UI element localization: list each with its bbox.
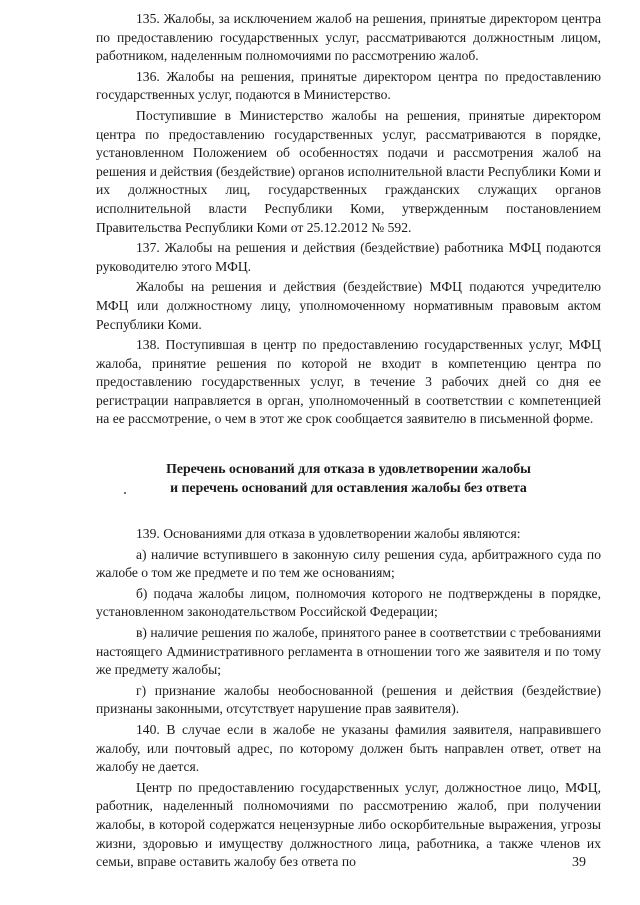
- page-number: 39: [572, 855, 586, 870]
- paragraph-139-item-a: а) наличие вступившего в законную силу решения суда, арбитражного суда по жалобе о том же предмете и по тем же основаниям;: [96, 546, 601, 581]
- paragraph-140: 140. В случае если в жалобе не указаны фамилия заявителя, направившего жалобу, или почтовый адрес, по которому должен быть направлен ответ, ответ на жалобу не дается.: [96, 722, 601, 775]
- paragraph-135: 135. Жалобы, за исключением жалоб на решения, принятые директором центра по предоставлению государственных услуг, рассматриваются должностным лицом, работником, наделенным полномочиями по рассмотрению жалоб.: [96, 11, 601, 64]
- scan-dot-mark: [124, 492, 126, 494]
- paragraph-138: 138. Поступившая в центр по предоставлению государственных услуг, МФЦ жалоба, принятие решения по которой не входит в компетенцию центра по предоставлению государственных услуг, в течение 3 рабочих дней со дня ее регистрации направляется в орган, уполномоченный в соответствии с компетенцией на ее рассмотрение, о чем в этот же срок сообщается заявителю в письменной форме.: [96, 337, 601, 427]
- section-heading: [96, 459, 601, 497]
- paragraph-136-detail: Поступившие в Министерство жалобы на решения, принятые директором центра по предоставлению государственных услуг, рассматриваются в порядке, установленном Положением об особенностях подачи и рассмотрения жалоб на решения и действия (бездействие) органов исполнительной власти Республики Коми и их должностных лиц, государственных гражданских служащих органов исполнительной власти Республики Коми, утвержденным постановлением Правительства Республики Коми от 25.12.2012 № 592.: [96, 107, 601, 235]
- section-heading-line-2: и перечень оснований для оставления жалобы без ответа: [170, 480, 527, 496]
- paragraph-140-detail: Центр по предоставлению государственных услуг, должностное лицо, МФЦ, работник, наделенный полномочиями по рассмотрению жалоб, при получении жалобы, в которой содержатся нецензурные либо оскорбительные выражения, угрозы жизни, здоровью и имуществу должностного лица, работника, а также членов их семьи, вправе оставить жалобу без ответа по: [96, 779, 601, 870]
- document-page: [96, 10, 601, 872]
- paragraph-139-item-g: г) признание жалобы необоснованной (решения и действия (бездействие) признаны законными, отсутствует нарушение прав заявителя).: [96, 682, 601, 717]
- paragraph-137-detail: Жалобы на решения и действия (бездействие) МФЦ подаются учредителю МФЦ или должностному лицу, уполномоченному нормативным правовым актом Республики Коми.: [96, 279, 601, 332]
- paragraph-137: 137. Жалобы на решения и действия (бездействие) работника МФЦ подаются руководителю этого МФЦ.: [96, 240, 601, 274]
- paragraph-139-item-b: б) подача жалобы лицом, полномочия которого не подтверждены в порядке, установленном законодательством Российской Федерации;: [96, 585, 601, 620]
- paragraph-136: 136. Жалобы на решения, принятые директором центра по предоставлению государственных услуг, подаются в Министерство.: [96, 68, 601, 103]
- paragraph-139: 139. Основаниями для отказа в удовлетворении жалобы являются:: [136, 526, 521, 542]
- section-heading-line-1: Перечень оснований для отказа в удовлетворении жалобы: [166, 461, 531, 477]
- paragraph-139-item-v: в) наличие решения по жалобе, принятого ранее в соответствии с требованиями настоящего Административного регламента в отношении того же заявителя и по тому же предмету жалобы;: [96, 625, 601, 678]
